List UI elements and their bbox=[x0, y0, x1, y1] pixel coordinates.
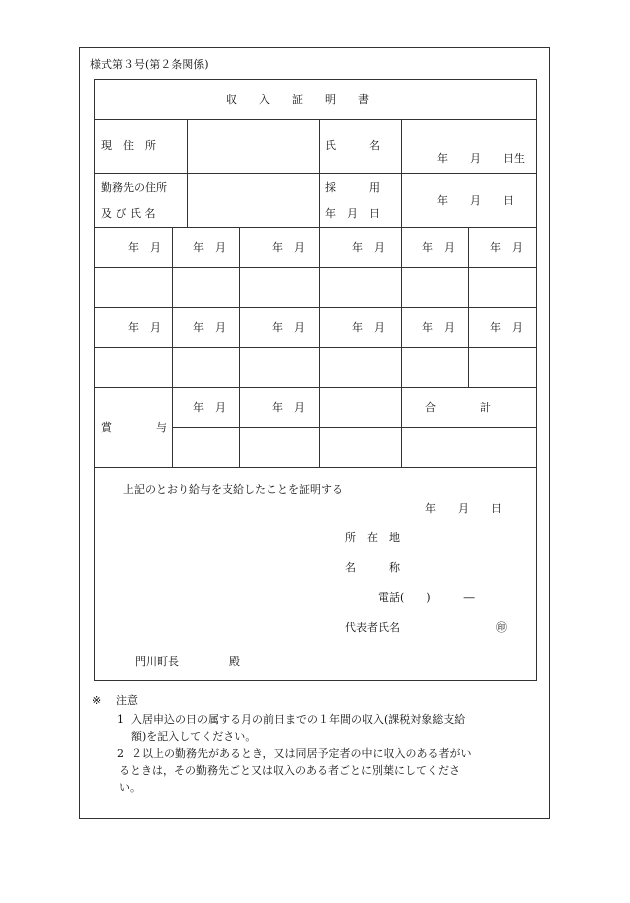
note-1-number: 1 bbox=[117, 713, 124, 726]
certification-date: 年 月 日 bbox=[425, 502, 502, 515]
line-h6 bbox=[94, 347, 537, 348]
address-label: 現 住 所 bbox=[101, 139, 156, 152]
hire-label-line2: 年 月 日 bbox=[325, 207, 380, 220]
line-h8 bbox=[172, 427, 537, 428]
line-h1 bbox=[94, 119, 537, 120]
table-left-border bbox=[94, 79, 95, 681]
note-2-number: 2 bbox=[117, 747, 124, 760]
line-v-month-3 bbox=[319, 227, 320, 467]
month-cell: 年 月 bbox=[128, 321, 161, 334]
line-v-month-5 bbox=[468, 227, 469, 387]
month-cell: 年 月 bbox=[193, 321, 226, 334]
month-cell: 年 月 bbox=[422, 241, 455, 254]
note-2-line3: い。 bbox=[119, 781, 141, 794]
seal-mark: ㊞ bbox=[496, 621, 507, 634]
birthdate-label: 年 月 日生 bbox=[437, 152, 525, 165]
month-cell: 年 月 bbox=[352, 241, 385, 254]
table-bottom-border bbox=[94, 680, 537, 681]
addressee: 門川町長 bbox=[135, 655, 179, 668]
month-cell: 年 月 bbox=[193, 401, 226, 414]
table-right-border bbox=[536, 79, 537, 681]
line-v-month-2 bbox=[239, 227, 240, 467]
line-v-address-3 bbox=[401, 119, 402, 227]
line-h3 bbox=[94, 227, 537, 228]
note-2-line2: るときは，その勤務先ごと又は収入のある者ごとに別葉にしてくださ bbox=[119, 764, 460, 777]
company-name-label: 名 称 bbox=[345, 561, 400, 574]
document-title: 収 入 証 明 書 bbox=[226, 93, 369, 106]
month-cell: 年 月 bbox=[352, 321, 385, 334]
month-cell: 年 月 bbox=[128, 241, 161, 254]
representative-label: 代表者氏名 bbox=[345, 621, 400, 634]
line-v-address-2 bbox=[319, 119, 320, 227]
month-cell: 年 月 bbox=[422, 321, 455, 334]
table-top-border bbox=[94, 79, 537, 80]
month-cell: 年 月 bbox=[272, 401, 305, 414]
line-h7 bbox=[94, 387, 537, 388]
line-h4 bbox=[94, 267, 537, 268]
line-h9 bbox=[94, 467, 537, 468]
total-label: 合 計 bbox=[425, 401, 491, 414]
line-h2 bbox=[94, 173, 537, 174]
name-label: 氏 名 bbox=[325, 139, 380, 152]
month-cell: 年 月 bbox=[272, 241, 305, 254]
hire-label-line1: 採 用 bbox=[325, 181, 380, 194]
location-label: 所 在 地 bbox=[345, 531, 400, 544]
hire-date-value: 年 月 日 bbox=[437, 194, 514, 207]
line-v-address-1 bbox=[187, 119, 188, 227]
month-cell: 年 月 bbox=[490, 321, 523, 334]
note-2-line1: ２以上の勤務先があるとき，又は同居予定者の中に収入のある者がい bbox=[131, 747, 472, 760]
notes-heading: 注意 bbox=[116, 694, 138, 707]
month-cell: 年 月 bbox=[490, 241, 523, 254]
workplace-label-line1: 勤務先の住所 bbox=[101, 181, 167, 194]
honorific: 殿 bbox=[229, 655, 240, 668]
line-v-month-1 bbox=[172, 227, 173, 467]
line-v-month-4 bbox=[401, 227, 402, 467]
certification-statement: 上記のとおり給与を支給したことを証明する bbox=[123, 483, 343, 496]
line-h5 bbox=[94, 307, 537, 308]
note-1-line2: 額)を記入してください。 bbox=[131, 730, 257, 743]
bonus-label: 賞 与 bbox=[101, 421, 167, 434]
month-cell: 年 月 bbox=[193, 241, 226, 254]
month-cell: 年 月 bbox=[272, 321, 305, 334]
phone-label: 電話( ) ― bbox=[378, 591, 475, 604]
workplace-label-line2: 及 び 氏 名 bbox=[101, 207, 156, 220]
form-number: 様式第３号(第２条関係) bbox=[90, 58, 209, 71]
notes-mark: ※ bbox=[92, 694, 102, 707]
note-1-line1: 入居申込の日の属する月の前日までの１年間の収入(課税対象総支給 bbox=[131, 713, 466, 726]
